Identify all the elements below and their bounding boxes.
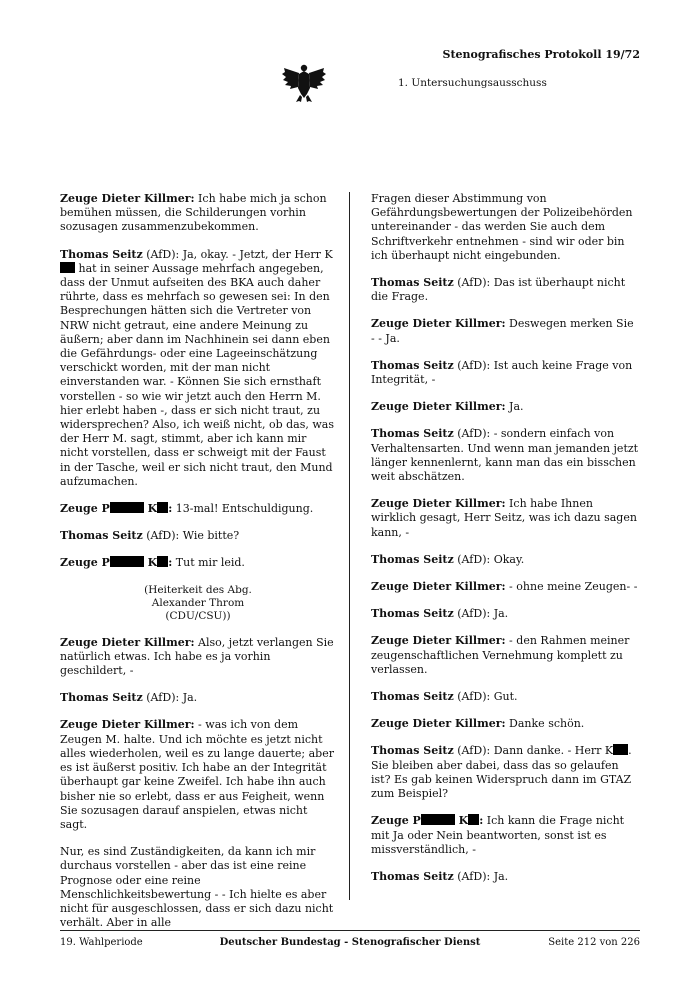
speaker: :: [168, 502, 173, 516]
redaction-bar: [60, 262, 75, 273]
speech-text: Gut.: [493, 690, 518, 704]
paragraph: [60, 556, 336, 570]
speech-text: Ja.: [493, 607, 509, 621]
paragraph: [371, 717, 639, 731]
speech-text: - ohne meine Zeugen- -: [505, 580, 638, 594]
speaker: Thomas Seitz: [371, 744, 454, 758]
speech-text: - was ich von dem Zeugen M. halte. Und ich möchte es jetzt nicht alles wiederholen, weil es zu lange dauerte; aber es ist äußerst positiv. Ich habe an der Integrität überhaupt gar keine Zweifel. Ich habe ihn auch bisher nie so erlebt, dass er aus Feigheit, wenn Sie sozusagen darauf anspielen, etwas nicht sagt.: [60, 718, 334, 831]
paragraph: [371, 870, 639, 884]
speech-text: Ja.: [493, 869, 509, 883]
paragraph: [371, 276, 639, 304]
paragraph: [371, 359, 639, 387]
speech-text: Ja, okay. - Jetzt, der Herr K: [182, 247, 333, 261]
page-header-title: Stenografisches Protokoll 19/72: [442, 48, 640, 61]
party: (AfD):: [142, 529, 183, 543]
speaker: Zeuge P: [371, 814, 421, 828]
speaker: K: [143, 556, 158, 570]
interjection-note: [60, 584, 336, 623]
speaker: Zeuge Dieter Killmer:: [60, 192, 195, 205]
redaction-bar: [110, 502, 144, 513]
party: (AfD):: [142, 691, 183, 705]
speech-text: hat in seiner Aussage mehrfach angegeben, dass der Unmut aufseiten des BKA auch daher rührte, dass es mehrfach so gewesen sei: In den Besprechungen hätten sich die Vertreter von NRW nicht getraut, eine andere Meinung zu äußern; aber dann im Nachhinein sei dann eben die Gefährdungs- oder eine Lageeinschätzung verschickt worden, mit der man nicht einverstanden war. - Können Sie sich ernsthaft vorstellen - so wie wir jetzt auch den Herrn M. hier erlebt haben -, dass er sich nicht traut, zu widersprechen? Also, ich weiß nicht, ob das, was der Herr M. sagt, stimmt, aber ich kann mir nicht vorstellen, dass er schweigt mit der Faust in der Tasche, weil er sich nicht traut, den Mund aufzumachen.: [60, 261, 334, 488]
paragraph: [60, 248, 336, 489]
speech-text: Fragen dieser Abstimmung von Gefährdungsbewertungen der Polizeibehörden untereinander - das werden Sie auch dem Schriftverkehr entnehmen - sind wir oder bin ich überhaupt nicht eingebunden.: [371, 192, 633, 262]
speaker: Zeuge Dieter Killmer:: [371, 634, 506, 648]
party: (AfD):: [453, 427, 494, 441]
party: (AfD):: [453, 690, 494, 704]
speech-text: Ich kann die Frage nicht mit Ja oder Nein beantworten, sonst ist es missverständlich, -: [371, 814, 625, 856]
party: (AfD):: [453, 276, 494, 290]
speaker: Zeuge P: [60, 502, 110, 516]
speaker: Zeuge Dieter Killmer:: [371, 400, 506, 414]
party: (AfD):: [453, 358, 494, 372]
speaker: :: [168, 556, 173, 570]
redaction-bar: [157, 556, 168, 567]
speaker: K: [143, 502, 158, 516]
paragraph: [60, 718, 336, 832]
speaker: K: [454, 814, 469, 828]
column-divider: [349, 192, 350, 900]
speech-text: Also, jetzt verlangen Sie natürlich etwas. Ich habe es ja vorhin geschildert, -: [60, 635, 334, 678]
speaker: Thomas Seitz: [371, 358, 454, 372]
note-line: (CDU/CSU)): [165, 609, 231, 622]
speech-text: Nur, es sind Zuständigkeiten, da kann ich mir durchaus vorstellen - aber das ist eine reine Prognose oder eine reine Menschlichkeitsbewertung - - Ich hielte es aber nicht für ausgeschlossen, dass er sich dazu nicht verhält. Aber in alle: [60, 845, 334, 930]
footer-center: Deutscher Bundestag - Stenografischer Dienst: [219, 937, 481, 948]
federal-eagle-logo: [282, 62, 326, 102]
footer-period: 19. Wahlperiode: [60, 937, 143, 948]
speaker: Zeuge Dieter Killmer:: [60, 718, 195, 732]
speech-text: Ich habe mich ja schon bemühen müssen, die Schilderungen vorhin sozusagen zusammenzubekommen.: [60, 192, 327, 234]
speaker: Thomas Seitz: [60, 529, 143, 543]
party: (AfD):: [453, 744, 494, 758]
speaker: Zeuge P: [60, 556, 110, 570]
paragraph: [371, 497, 639, 540]
paragraph: [371, 580, 639, 594]
speaker: Thomas Seitz: [371, 690, 454, 704]
speech-text: Deswegen merken Sie - - Ja.: [371, 317, 634, 345]
speaker: Thomas Seitz: [371, 276, 454, 290]
paragraph: [371, 400, 639, 414]
speech-text: Dann danke. - Herr K: [493, 744, 614, 758]
paragraph: [371, 317, 639, 345]
note-line: (Heiterkeit des Abg.: [144, 583, 252, 596]
speech-text: Tut mir leid.: [172, 556, 245, 570]
speaker: Thomas Seitz: [371, 427, 454, 441]
paragraph: [371, 744, 639, 801]
paragraph: [60, 192, 336, 235]
party: (AfD):: [453, 607, 494, 621]
speech-text: Ja.: [505, 400, 524, 414]
party: (AfD):: [142, 247, 183, 261]
speaker: Thomas Seitz: [371, 869, 454, 883]
redaction-bar: [468, 814, 479, 825]
speaker: Zeuge Dieter Killmer:: [371, 717, 506, 731]
paragraph: [371, 690, 639, 704]
speaker: Zeuge Dieter Killmer:: [371, 580, 506, 594]
speaker: Thomas Seitz: [60, 691, 143, 705]
left-column: [60, 192, 336, 943]
paragraph: [371, 634, 639, 677]
speech-text: - den Rahmen meiner zeugenschaftlichen Vernehmung komplett zu verlassen.: [371, 634, 630, 676]
speaker: Thomas Seitz: [371, 552, 454, 566]
paragraph: [60, 845, 336, 930]
party: (AfD):: [453, 869, 494, 883]
paragraph: [60, 636, 336, 679]
paragraph: [371, 427, 639, 484]
speech-text: 13-mal! Entschuldigung.: [172, 502, 314, 516]
footer-page-number: Seite 212 von 226: [548, 937, 640, 948]
redaction-bar: [157, 502, 168, 513]
speech-text: Danke schön.: [505, 717, 585, 731]
speech-text: Ja.: [182, 691, 198, 705]
paragraph: [60, 502, 336, 516]
paragraph: [371, 814, 639, 857]
speech-text: . Sie bleiben aber dabei, dass das so gelaufen ist? Es gab keinen Widerspruch dann im GTAZ zum Beispiel?: [371, 744, 632, 801]
speaker: Zeuge Dieter Killmer:: [60, 635, 195, 649]
speech-text: Das ist überhaupt nicht die Frage.: [371, 276, 626, 304]
speech-text: - sondern einfach von Verhaltensarten. Und wenn man jemanden jetzt länger kennenlernt, kann man das ein bisschen weit abschätzen.: [371, 427, 639, 484]
speech-text: Wie bitte?: [182, 529, 240, 543]
redaction-bar: [110, 556, 144, 567]
speaker: Zeuge Dieter Killmer:: [371, 497, 506, 511]
right-column: [371, 192, 639, 897]
speaker: Thomas Seitz: [371, 607, 454, 621]
footer-rule: [60, 930, 640, 931]
speech-text: Ist auch keine Frage von Integrität, -: [371, 358, 633, 387]
redaction-bar: [613, 744, 628, 755]
party: (AfD):: [453, 552, 494, 566]
speaker: Thomas Seitz: [60, 247, 143, 261]
paragraph: [371, 607, 639, 621]
speaker: Zeuge Dieter Killmer:: [371, 317, 506, 331]
paragraph: [60, 691, 336, 705]
note-line: Alexander Throm: [151, 596, 245, 609]
committee-label: 1. Untersuchungsausschuss: [398, 77, 547, 89]
speech-text: Okay.: [493, 552, 525, 566]
paragraph: [371, 553, 639, 567]
speech-text: Ich habe Ihnen wirklich gesagt, Herr Seitz, was ich dazu sagen kann, -: [371, 497, 637, 539]
paragraph: [60, 529, 336, 543]
redaction-bar: [421, 814, 455, 825]
paragraph: [371, 192, 639, 263]
speaker: :: [479, 814, 484, 828]
